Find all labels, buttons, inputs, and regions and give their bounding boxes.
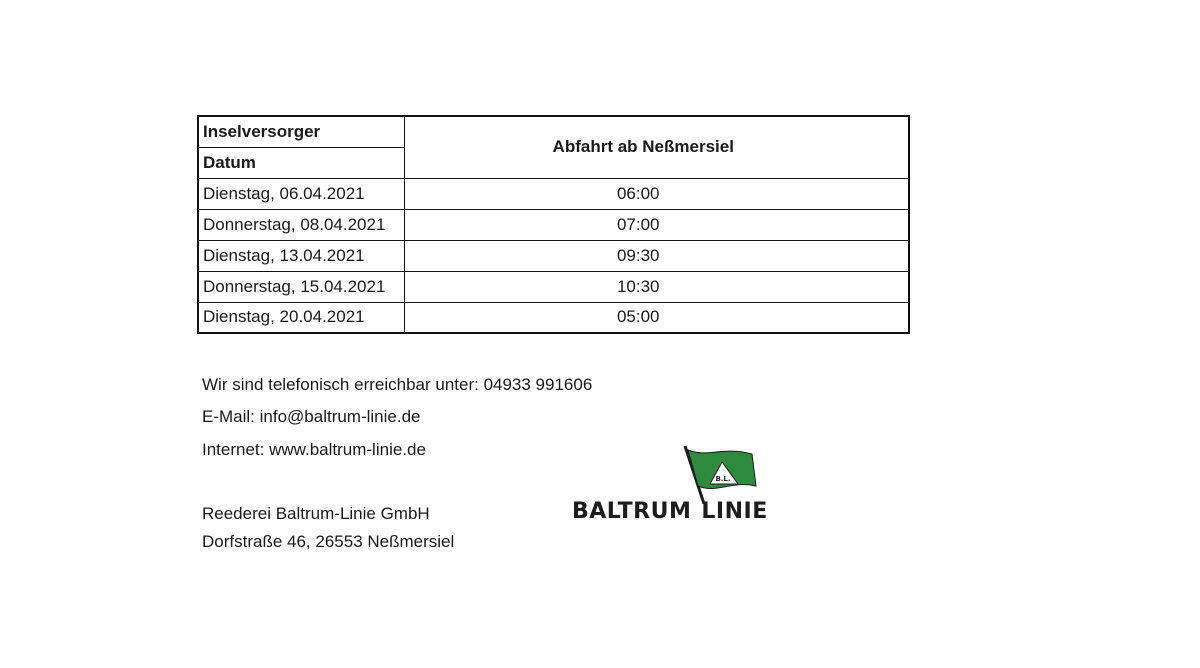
logo-wordmark [572, 499, 768, 524]
table-header-row [198, 116, 909, 147]
company-address: Dorfstraße 46, 26553 Neßmersiel [202, 532, 455, 551]
internet-line: Internet: www.baltrum-linie.de [202, 440, 426, 459]
row-time: 10:30 [404, 271, 909, 302]
row-date: Donnerstag, 08.04.2021 [198, 209, 404, 240]
baltrum-linie-logo [572, 444, 772, 524]
schedule-table [197, 115, 910, 334]
row-date: Dienstag, 20.04.2021 [198, 302, 404, 333]
flag-text: B.L. [715, 475, 731, 483]
row-date: Dienstag, 13.04.2021 [198, 240, 404, 271]
row-time: 05:00 [404, 302, 909, 333]
row-time: 07:00 [404, 209, 909, 240]
logo-text-right: LINIE [701, 499, 768, 524]
table-row [198, 302, 909, 333]
flag-icon [572, 444, 772, 504]
header-departure: Abfahrt ab Neßmersiel [404, 116, 909, 178]
row-date: Dienstag, 06.04.2021 [198, 178, 404, 209]
table-row [198, 240, 909, 271]
table-row [198, 178, 909, 209]
company-name: Reederei Baltrum-Linie GmbH [202, 504, 430, 523]
header-inselversorger: Inselversorger [198, 116, 404, 147]
table-row [198, 271, 909, 302]
phone-line: Wir sind telefonisch erreichbar unter: 04933 991606 [202, 375, 593, 394]
row-time: 09:30 [404, 240, 909, 271]
logo-text-left: BALTRUM [572, 499, 692, 524]
row-time: 06:00 [404, 178, 909, 209]
header-date: Datum [198, 147, 404, 178]
table-row [198, 209, 909, 240]
row-date: Donnerstag, 15.04.2021 [198, 271, 404, 302]
email-line: E-Mail: info@baltrum-linie.de [202, 407, 421, 426]
